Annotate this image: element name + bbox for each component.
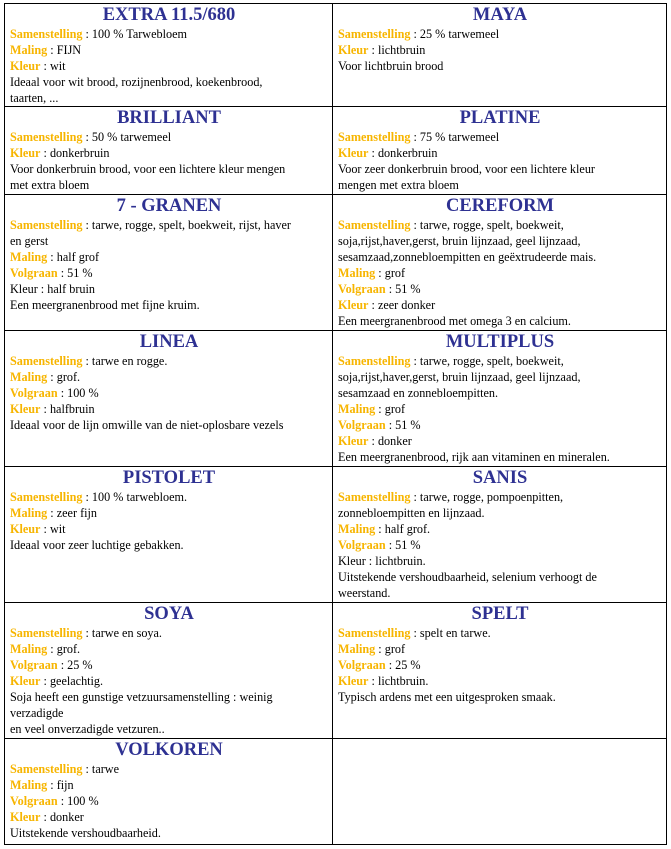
property-label: Samenstelling: [10, 354, 83, 368]
property-value: : tarwe en rogge.: [82, 354, 168, 368]
property-value: : 51 %: [385, 538, 421, 552]
property-value: : half grof: [47, 250, 100, 264]
product-detail-line: [338, 385, 662, 401]
property-label: Kleur: [338, 674, 369, 688]
product-detail-line: [10, 417, 328, 433]
property-value: zonnebloempitten en lijnzaad.: [338, 506, 485, 520]
property-value: : 50 % tarwemeel: [82, 130, 172, 144]
product-title: SPELT: [471, 604, 529, 624]
property-value: : half grof.: [375, 522, 431, 536]
property-value: : 100 %: [57, 794, 99, 808]
product-detail-line: [10, 161, 328, 177]
product-cell-brilliant: [5, 107, 333, 195]
product-detail-line: [10, 641, 328, 657]
property-label: Kleur: [338, 434, 369, 448]
product-cell-soya: [5, 603, 333, 739]
property-label: Kleur: [10, 522, 41, 536]
product-title: MULTIPLUS: [445, 332, 555, 352]
product-detail-line: [10, 625, 328, 641]
property-value: Voor donkerbruin brood, voor een lichtere kleur mengen: [10, 162, 286, 176]
property-value: met extra bloem: [10, 178, 90, 192]
product-cell-maya: [333, 4, 667, 107]
property-label: Samenstelling: [338, 490, 411, 504]
product-detail-line: [10, 233, 328, 249]
product-cell-linea: [5, 331, 333, 467]
property-value: Ideaal voor wit brood, rozijnenbrood, koekenbrood,: [10, 75, 263, 89]
product-detail-line: [10, 657, 328, 673]
property-label: Maling: [10, 506, 48, 520]
product-detail-line: [10, 689, 328, 705]
product-title: PLATINE: [459, 108, 541, 128]
property-value: Soja heeft een gunstige vetzuursamenstelling : weinig: [10, 690, 273, 704]
product-detail-line: [10, 777, 328, 793]
property-value: : 51 %: [385, 282, 421, 296]
product-detail-line: [10, 42, 328, 58]
property-value: Kleur : half bruin: [10, 282, 95, 296]
product-title: EXTRA 11.5/680: [102, 5, 236, 25]
property-value: : wit: [40, 522, 66, 536]
property-value: taarten, ...: [10, 91, 59, 105]
property-value: Uitstekende vershoudbaarheid, selenium verhoogt de: [338, 570, 597, 584]
product-detail-line: [10, 353, 328, 369]
product-detail-line: [338, 161, 662, 177]
property-value: : fijn: [47, 778, 74, 792]
product-detail-line: [338, 569, 662, 585]
property-label: Maling: [338, 642, 376, 656]
property-value: Een meergranenbrood, rijk aan vitaminen en mineralen.: [338, 450, 610, 464]
property-label: Volgraan: [338, 418, 386, 432]
property-value: : grof.: [47, 370, 81, 384]
product-detail-line: [10, 721, 328, 737]
property-label: Volgraan: [338, 658, 386, 672]
product-detail-line: [10, 369, 328, 385]
property-value: mengen met extra bloem: [338, 178, 459, 192]
product-title: SANIS: [472, 468, 528, 488]
product-detail-line: [10, 793, 328, 809]
product-title: MAYA: [472, 5, 528, 25]
table-row: [5, 603, 667, 739]
product-detail-line: [338, 265, 662, 281]
flour-product-table: [4, 3, 667, 845]
property-value: : donker: [40, 810, 84, 824]
product-cell-platine: [333, 107, 667, 195]
property-value: : grof: [375, 266, 406, 280]
product-detail-line: [338, 673, 662, 689]
property-value: : 100 % Tarwebloem: [82, 27, 187, 41]
property-value: Een meergranenbrood met fijne kruim.: [10, 298, 200, 312]
property-value: : tarwe, rogge, spelt, boekweit, rijst, haver: [82, 218, 291, 232]
product-detail-line: [338, 417, 662, 433]
property-label: Volgraan: [338, 538, 386, 552]
property-value: weerstand.: [338, 586, 391, 600]
property-value: : grof: [375, 642, 406, 656]
property-value: Voor lichtbruin brood: [338, 59, 444, 73]
product-detail-line: [338, 505, 662, 521]
product-detail-line: [10, 281, 328, 297]
product-detail-line: [10, 673, 328, 689]
property-value: : tarwe en soya.: [82, 626, 162, 640]
product-detail-line: [338, 26, 662, 42]
property-value: soja,rijst,haver,gerst, bruin lijnzaad, geel lijnzaad,: [338, 234, 581, 248]
property-label: Kleur: [10, 402, 41, 416]
property-value: en gerst: [10, 234, 49, 248]
property-label: Maling: [10, 370, 48, 384]
property-value: : tarwe, rogge, spelt, boekweit,: [410, 354, 564, 368]
property-value: : 25 %: [57, 658, 93, 672]
property-value: : 25 % tarwemeel: [410, 27, 500, 41]
product-cell-pistolet: [5, 467, 333, 603]
property-value: : 100 % tarwebloem.: [82, 490, 188, 504]
property-value: Ideaal voor zeer luchtige gebakken.: [10, 538, 184, 552]
property-value: : tarwe, rogge, spelt, boekweit,: [410, 218, 564, 232]
product-detail-line: [10, 129, 328, 145]
property-label: Samenstelling: [10, 490, 83, 504]
property-value: : wit: [40, 59, 66, 73]
property-value: : 51 %: [385, 418, 421, 432]
product-detail-line: [338, 521, 662, 537]
product-detail-line: [10, 265, 328, 281]
product-detail-line: [338, 657, 662, 673]
product-detail-line: [338, 233, 662, 249]
product-detail-line: [338, 177, 662, 193]
property-label: Maling: [10, 43, 48, 57]
property-label: Samenstelling: [10, 27, 83, 41]
product-detail-line: [338, 129, 662, 145]
table-row: [5, 331, 667, 467]
product-detail-line: [338, 353, 662, 369]
product-detail-line: [10, 177, 328, 193]
product-cell-volkoren: [5, 739, 333, 845]
property-label: Maling: [10, 778, 48, 792]
property-value: : tarwe, rogge, pompoenpitten,: [410, 490, 564, 504]
property-label: Maling: [338, 402, 376, 416]
product-detail-line: [338, 281, 662, 297]
product-detail-line: [338, 585, 662, 601]
property-label: Volgraan: [10, 386, 58, 400]
property-value: Typisch ardens met een uitgesproken smaak.: [338, 690, 556, 704]
table-row: [5, 4, 667, 107]
property-value: : zeer donker: [368, 298, 436, 312]
property-value: : 75 % tarwemeel: [410, 130, 500, 144]
property-value: : halfbruin: [40, 402, 95, 416]
property-label: Kleur: [338, 146, 369, 160]
property-label: Samenstelling: [10, 626, 83, 640]
product-detail-line: [10, 489, 328, 505]
product-cell-extra-11-5-680: [5, 4, 333, 107]
product-detail-line: [338, 433, 662, 449]
product-detail-line: [10, 249, 328, 265]
property-label: Maling: [338, 266, 376, 280]
product-detail-line: [338, 641, 662, 657]
property-label: Maling: [10, 250, 48, 264]
product-detail-line: [10, 145, 328, 161]
product-detail-line: [338, 537, 662, 553]
table-row: [5, 195, 667, 331]
product-cell-cereform: [333, 195, 667, 331]
product-title: CEREFORM: [446, 196, 554, 216]
property-value: : FIJN: [47, 43, 82, 57]
product-detail-line: [10, 385, 328, 401]
product-title: BRILLIANT: [117, 108, 221, 128]
product-detail-line: [10, 537, 328, 553]
product-title: LINEA: [139, 332, 199, 352]
product-cell-sanis: [333, 467, 667, 603]
product-title: SOYA: [144, 604, 194, 624]
property-label: Volgraan: [10, 266, 58, 280]
flour-product-table-body: [5, 4, 667, 845]
table-row: [5, 107, 667, 195]
product-detail-line: [10, 58, 328, 74]
property-label: Samenstelling: [338, 218, 411, 232]
product-detail-line: [338, 297, 662, 313]
property-value: Voor zeer donkerbruin brood, voor een lichtere kleur: [338, 162, 595, 176]
product-detail-line: [338, 449, 662, 465]
product-cell-empty: [333, 739, 667, 845]
property-value: : zeer fijn: [47, 506, 97, 520]
property-label: Kleur: [10, 146, 41, 160]
property-label: Maling: [338, 522, 376, 536]
product-cell-multiplus: [333, 331, 667, 467]
property-value: : 25 %: [385, 658, 421, 672]
property-value: sesamzaad en zonnebloempitten.: [338, 386, 499, 400]
product-title: VOLKOREN: [115, 740, 223, 760]
property-value: verzadigde: [10, 706, 64, 720]
property-value: : 100 %: [57, 386, 99, 400]
product-detail-line: [338, 489, 662, 505]
product-detail-line: [10, 705, 328, 721]
property-value: : grof: [375, 402, 406, 416]
product-detail-line: [10, 90, 328, 106]
product-cell-7-granen: [5, 195, 333, 331]
property-label: Samenstelling: [10, 762, 83, 776]
property-label: Volgraan: [10, 658, 58, 672]
property-label: Samenstelling: [338, 626, 411, 640]
product-detail-line: [338, 58, 662, 74]
property-value: soja,rijst,haver,gerst, bruin lijnzaad, geel lijnzaad,: [338, 370, 581, 384]
property-value: Uitstekende vershoudbaarheid.: [10, 826, 161, 840]
product-detail-line: [10, 521, 328, 537]
property-value: en veel onverzadigde vetzuren..: [10, 722, 165, 736]
property-label: Samenstelling: [10, 130, 83, 144]
property-label: Kleur: [338, 43, 369, 57]
product-detail-line: [10, 401, 328, 417]
property-label: Kleur: [10, 674, 41, 688]
property-value: : 51 %: [57, 266, 93, 280]
product-title: 7 - GRANEN: [116, 196, 222, 216]
property-value: : lichtbruin: [368, 43, 426, 57]
property-value: sesamzaad,zonnebloempitten en geëxtrudeerde mais.: [338, 250, 597, 264]
product-detail-line: [338, 553, 662, 569]
property-label: Samenstelling: [10, 218, 83, 232]
product-detail-line: [338, 401, 662, 417]
product-detail-line: [10, 809, 328, 825]
property-label: Kleur: [338, 298, 369, 312]
property-value: : donker: [368, 434, 412, 448]
property-value: : donkerbruin: [40, 146, 110, 160]
property-label: Samenstelling: [338, 27, 411, 41]
product-detail-line: [338, 313, 662, 329]
product-detail-line: [10, 761, 328, 777]
product-detail-line: [10, 74, 328, 90]
property-label: Samenstelling: [338, 130, 411, 144]
product-detail-line: [10, 297, 328, 313]
property-value: : tarwe: [82, 762, 119, 776]
product-title: PISTOLET: [122, 468, 216, 488]
property-value: Een meergranenbrood met omega 3 en calcium.: [338, 314, 571, 328]
product-detail-line: [10, 505, 328, 521]
product-detail-line: [338, 217, 662, 233]
property-label: Volgraan: [338, 282, 386, 296]
property-value: : donkerbruin: [368, 146, 438, 160]
product-detail-line: [338, 42, 662, 58]
product-detail-line: [10, 825, 328, 841]
product-detail-line: [10, 217, 328, 233]
table-row: [5, 467, 667, 603]
product-detail-line: [338, 369, 662, 385]
property-label: Kleur: [10, 810, 41, 824]
product-detail-line: [338, 249, 662, 265]
property-value: : grof.: [47, 642, 81, 656]
product-cell-spelt: [333, 603, 667, 739]
property-value: Kleur : lichtbruin.: [338, 554, 426, 568]
property-label: Maling: [10, 642, 48, 656]
property-value: : lichtbruin.: [368, 674, 429, 688]
property-label: Samenstelling: [338, 354, 411, 368]
property-label: Kleur: [10, 59, 41, 73]
property-label: Volgraan: [10, 794, 58, 808]
property-value: : spelt en tarwe.: [410, 626, 491, 640]
property-value: : geelachtig.: [40, 674, 104, 688]
property-value: Ideaal voor de lijn omwille van de niet-oplosbare vezels: [10, 418, 284, 432]
table-row: [5, 739, 667, 845]
product-detail-line: [338, 145, 662, 161]
product-detail-line: [10, 26, 328, 42]
product-detail-line: [338, 689, 662, 705]
product-detail-line: [338, 625, 662, 641]
